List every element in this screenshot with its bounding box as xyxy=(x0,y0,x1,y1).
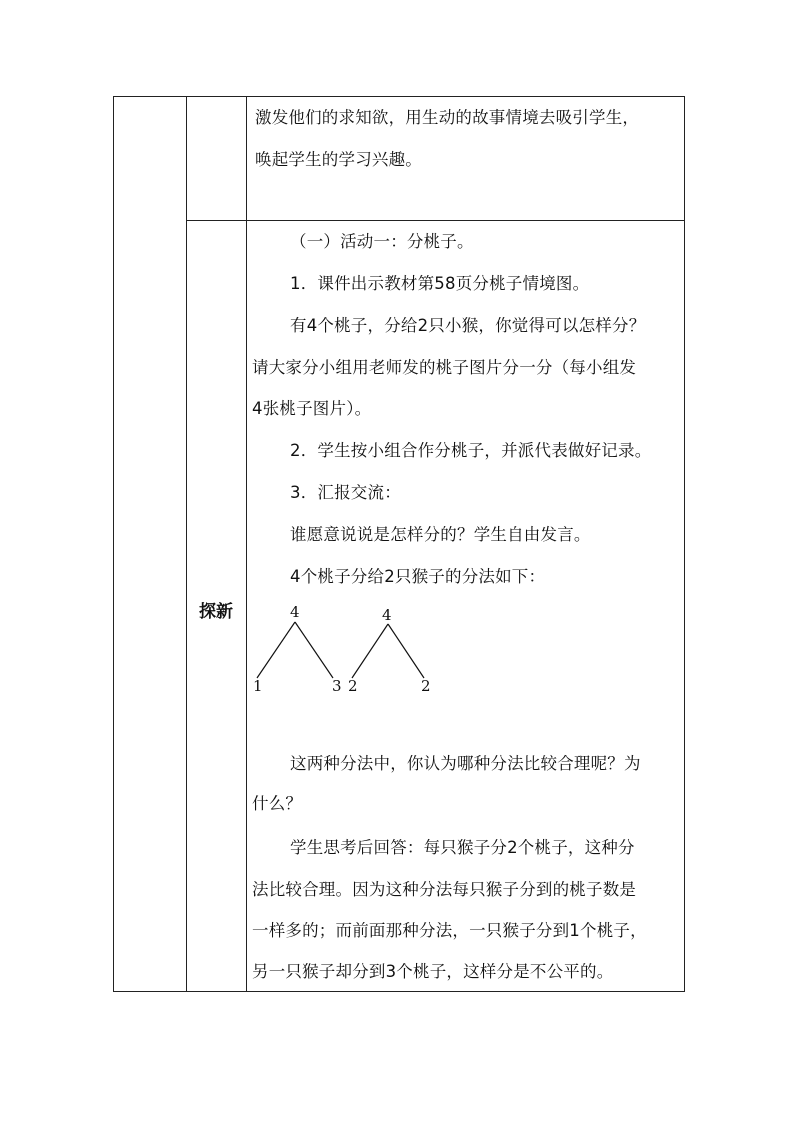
column-divider-1 xyxy=(186,96,187,992)
question-line-1: 有4个桃子，分给2只小猴，你觉得可以怎样分？ xyxy=(290,316,646,335)
table-top-border xyxy=(113,96,685,97)
answer-line-1: 学生思考后回答：每只猴子分2个桃子，这种分 xyxy=(290,838,635,857)
step-2: 2．学生按小组合作分桃子，并派代表做好记录。 xyxy=(290,441,652,460)
step-1: 1．课件出示教材第58页分桃子情境图。 xyxy=(290,274,590,293)
prompt-line: 谁愿意说说是怎样分的？学生自由发言。 xyxy=(290,525,591,544)
tree2-top-number: 4 xyxy=(382,606,392,624)
row-label-explore: 探新 xyxy=(199,602,233,622)
question-line-2: 请大家分小组用老师发的桃子图片分一分（每小组发 xyxy=(252,358,637,377)
split-diagram xyxy=(250,600,450,700)
tree1-top-number: 4 xyxy=(290,603,300,621)
diagram-intro: 4个桃子分给2只猴子的分法如下： xyxy=(290,567,546,586)
answer-line-3: 一样多的；而前面那种分法，一只猴子分到1个桃子， xyxy=(252,921,647,940)
split-tree-2 xyxy=(348,606,431,695)
table-bottom-border xyxy=(113,991,685,992)
answer-line-2: 法比较合理。因为这种分法每只猴子分到的桃子数是 xyxy=(252,880,637,899)
discussion-line-2: 什么？ xyxy=(252,794,303,813)
column-divider-2 xyxy=(246,96,247,992)
tree2-right-number: 2 xyxy=(421,677,431,695)
answer-line-4: 另一只猴子却分到3个桃子，这样分是不公平的。 xyxy=(252,962,614,981)
tree1-right-number: 3 xyxy=(332,677,342,695)
row1-line-1: 激发他们的求知欲，用生动的故事情境去吸引学生， xyxy=(255,108,640,127)
question-line-3: 4张桃子图片）。 xyxy=(252,399,372,418)
section-heading: （一）活动一：分桃子。 xyxy=(290,232,474,251)
discussion-line-1: 这两种分法中，你认为哪种分法比较合理呢？为 xyxy=(290,754,641,773)
tree1-left-number: 1 xyxy=(253,677,263,695)
tree2-left-number: 2 xyxy=(348,677,358,695)
row1-line-2: 唤起学生的学习兴趣。 xyxy=(255,150,422,169)
table-left-border xyxy=(113,96,114,992)
step-3: 3．汇报交流： xyxy=(290,483,401,502)
split-tree-1 xyxy=(253,603,342,695)
row-divider xyxy=(186,220,685,221)
